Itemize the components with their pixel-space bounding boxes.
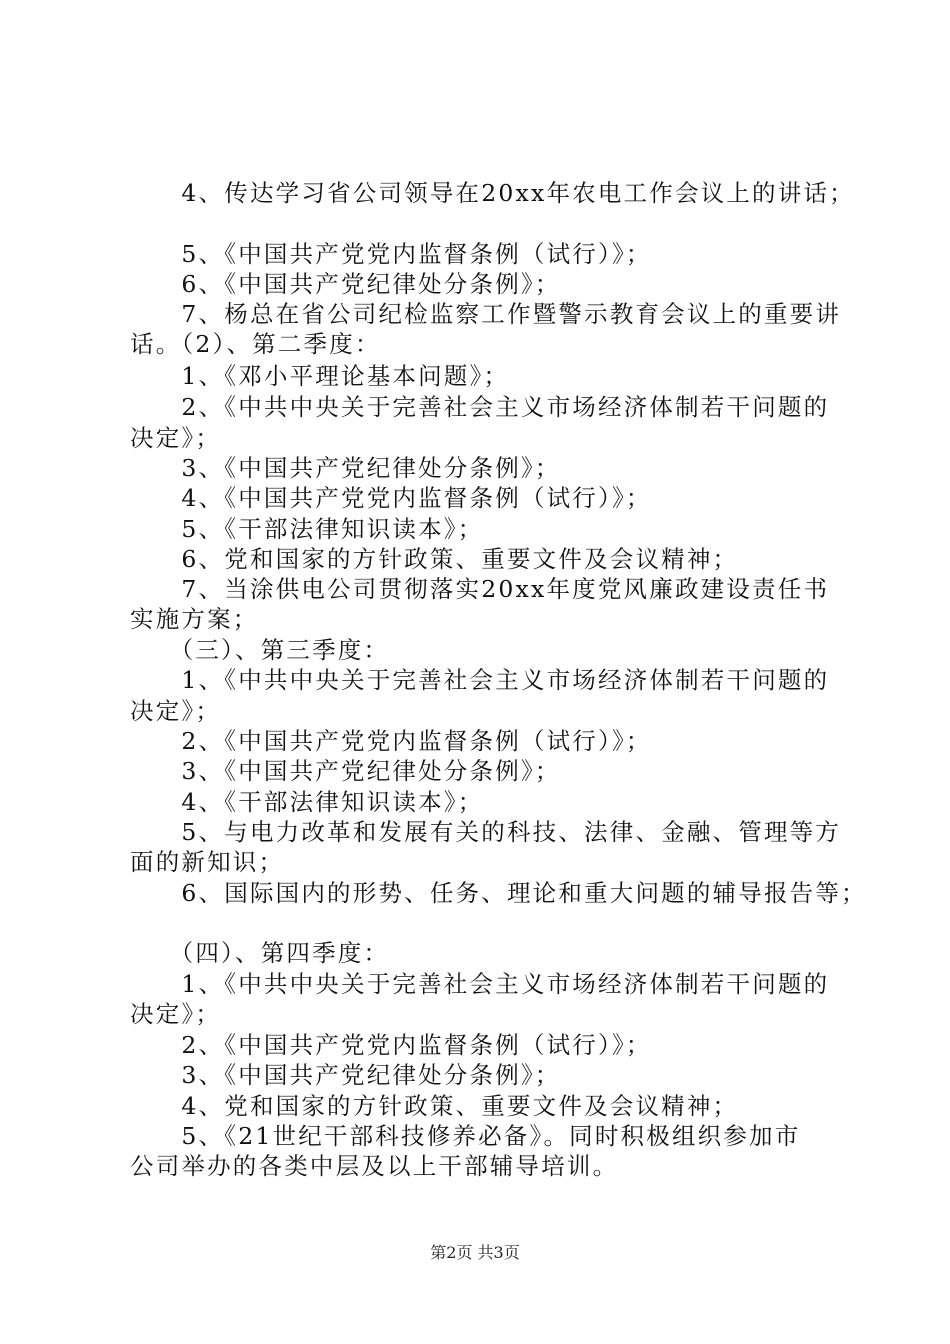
text-line: 决定》； <box>130 1000 222 1028</box>
text-line: 公司举办的各类中层及以上干部辅导培训。 <box>130 1152 619 1180</box>
text-line: 4、《中国共产党党内监督条例（试行）》； <box>130 484 652 512</box>
text-line: 2、《中国共产党党内监督条例（试行）》； <box>130 1031 652 1059</box>
text-line: 面的新知识； <box>130 848 285 876</box>
text-line: 3、《中国共产党纪律处分条例》； <box>130 1061 561 1089</box>
page-number-footer: 第2页 共3页 <box>430 1243 520 1262</box>
text-line: 决定》； <box>130 697 222 725</box>
text-line: 6、国际国内的形势、任务、理论和重大问题的辅导报告等； <box>130 879 867 907</box>
text-line: （三）、第三季度： <box>130 636 390 664</box>
text-line: 2、《中国共产党党内监督条例（试行）》； <box>130 727 652 755</box>
text-line: 1、《邓小平理论基本问题》； <box>130 362 510 390</box>
text-line: 7、杨总在省公司纪检监察工作暨警示教育会议上的重要讲 <box>130 300 842 328</box>
text-line: 5、《中国共产党党内监督条例（试行）》； <box>130 240 652 268</box>
text-line: 4、党和国家的方针政策、重要文件及会议精神； <box>130 1092 739 1120</box>
text-line: 5、《21世纪干部科技修养必备》。同时积极组织参加市 <box>130 1122 801 1150</box>
text-line: 1、《中共中央关于完善社会主义市场经济体制若干问题的 <box>130 666 830 694</box>
text-line: 4、《干部法律知识读本》； <box>130 788 484 816</box>
text-line: 1、《中共中央关于完善社会主义市场经济体制若干问题的 <box>130 970 830 998</box>
text-line: 3、《中国共产党纪律处分条例》； <box>130 454 561 482</box>
text-line: 实施方案； <box>130 605 259 633</box>
text-line: 5、《干部法律知识读本》； <box>130 515 484 543</box>
text-line: 2、《中共中央关于完善社会主义市场经济体制若干问题的 <box>130 393 830 421</box>
text-line: 6、《中国共产党纪律处分条例》； <box>130 270 561 298</box>
text-line: （四）、第四季度： <box>130 939 390 967</box>
text-line: 决定》； <box>130 424 222 452</box>
text-line: 7、当涂供电公司贯彻落实20xx年度党风廉政建设责任书 <box>130 575 830 603</box>
text-line: 6、党和国家的方针政策、重要文件及会议精神； <box>130 545 739 573</box>
text-line: 4、传达学习省公司领导在20xx年农电工作会议上的讲话； <box>130 179 855 207</box>
text-line: 5、与电力改革和发展有关的科技、法律、金融、管理等方 <box>130 818 842 846</box>
text-line: 话。（2）、第二季度： <box>130 330 381 358</box>
text-line: 3、《中国共产党纪律处分条例》； <box>130 757 561 785</box>
